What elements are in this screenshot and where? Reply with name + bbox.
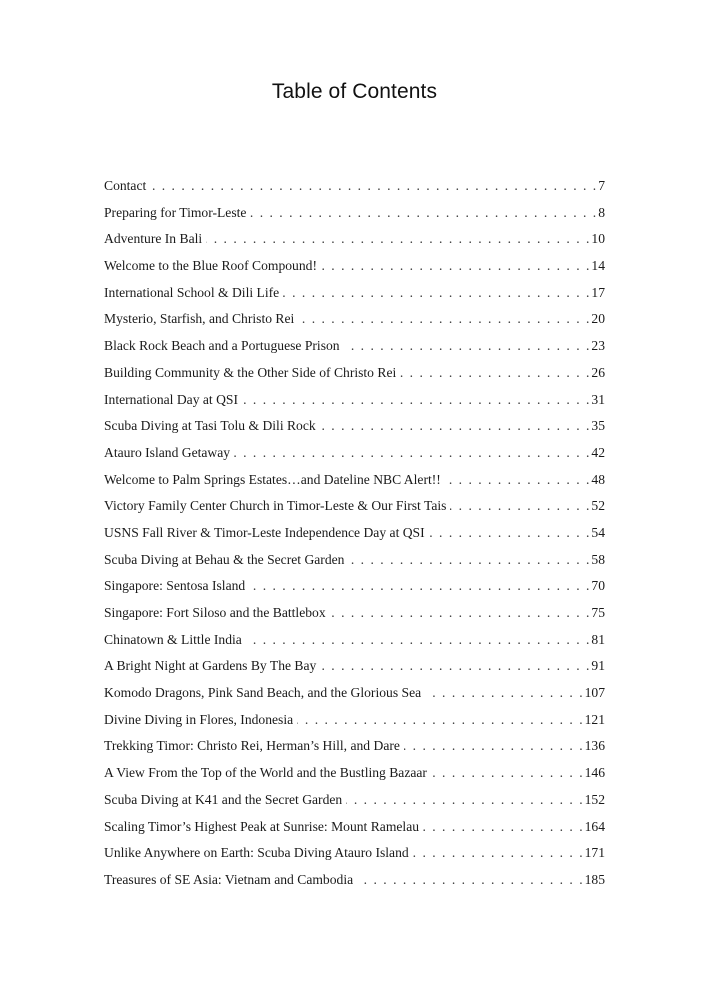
toc-entry[interactable] [104, 869, 605, 896]
toc-entry[interactable] [104, 682, 605, 709]
toc-entry[interactable] [104, 549, 605, 576]
toc-entry[interactable] [104, 575, 605, 602]
dot-leader [283, 282, 589, 304]
dot-leader [206, 228, 589, 250]
toc-entry-page-number: 107 [584, 685, 605, 701]
toc-entry-page-number: 54 [591, 524, 605, 540]
toc-entry-title: Singapore: Fort Siloso and the Battlebox [104, 605, 326, 620]
toc-entry[interactable] [104, 842, 605, 869]
dot-leader [150, 175, 596, 197]
toc-entry-page-number: 7 [598, 178, 605, 193]
toc-entry[interactable] [104, 202, 605, 229]
toc-entry-title: A View From the Top of the World and the Bustling Bazaar [104, 765, 427, 781]
toc-entry-page-number: 171 [584, 845, 605, 861]
dot-leader [344, 335, 590, 357]
toc-entry[interactable] [104, 735, 605, 762]
toc-entry-page-number: 58 [591, 551, 605, 567]
toc-entry[interactable] [104, 282, 605, 309]
toc-entry-page-number: 48 [591, 471, 605, 487]
toc-entry-page-number: 42 [591, 444, 605, 460]
dot-leader [400, 362, 589, 384]
dot-leader [413, 842, 583, 864]
toc-entry-title: Atauro Island Getaway [104, 444, 231, 460]
toc-entry[interactable] [104, 522, 605, 549]
toc-entry[interactable] [104, 709, 605, 736]
toc-entry-page-number: 136 [584, 738, 605, 754]
page-title: Table of Contents [271, 80, 438, 103]
toc-entry[interactable] [104, 469, 605, 496]
toc-entry-page-number: 146 [584, 765, 605, 781]
toc-entry[interactable] [104, 228, 605, 255]
dot-leader [249, 575, 589, 597]
toc-entry-page-number: 10 [591, 231, 605, 247]
toc-entry[interactable] [104, 389, 605, 416]
toc-entry-page-number: 14 [591, 258, 605, 274]
toc-entry-title: Contact [104, 178, 147, 193]
toc-entry-title: Victory Family Center Church in Timor-Leste & Our First Tais [104, 498, 447, 514]
toc-entry-title: Treasures of SE Asia: Vietnam and Cambodia [104, 871, 354, 887]
dot-leader [321, 255, 589, 277]
toc-entry-title: Komodo Dragons, Pink Sand Beach, and the Glorious Sea [104, 685, 422, 701]
toc-entry[interactable] [104, 415, 605, 442]
dot-leader [330, 602, 590, 624]
toc-entry[interactable] [104, 789, 605, 816]
dot-leader [450, 495, 589, 517]
dot-leader [320, 415, 590, 437]
toc-entry-page-number: 164 [584, 818, 605, 834]
toc-entry-title: Black Rock Beach and a Portuguese Prison [104, 338, 340, 354]
toc-entry[interactable] [104, 602, 605, 629]
toc-entry-title: International School & Dili Life [104, 284, 280, 300]
toc-entry[interactable] [104, 655, 605, 682]
dot-leader [425, 682, 582, 704]
toc-entry[interactable] [104, 762, 605, 789]
toc-entry-title: Unlike Anywhere on Earth: Scuba Diving Atauro Island [104, 845, 409, 861]
toc-entry-title: Scuba Diving at K41 and the Secret Garden [104, 791, 343, 807]
dot-leader [234, 442, 589, 464]
toc-entry-page-number: 20 [591, 311, 605, 327]
toc-entry-page-number: 17 [591, 284, 605, 300]
toc-entry-title: International Day at QSI [104, 391, 239, 407]
toc-list [104, 175, 605, 896]
toc-entry[interactable] [104, 335, 605, 362]
toc-entry[interactable] [104, 308, 605, 335]
toc-entry-title: Scuba Diving at Behau & the Secret Garden [104, 551, 345, 567]
dot-leader [431, 762, 583, 784]
toc-entry-page-number: 8 [598, 204, 605, 220]
toc-entry-page-number: 185 [584, 871, 605, 887]
dot-leader [348, 549, 589, 571]
toc-entry-title: USNS Fall River & Timor-Leste Independence Day at QSI [104, 524, 425, 540]
toc-entry-page-number: 81 [591, 631, 605, 647]
dot-leader [423, 816, 583, 838]
toc-entry[interactable] [104, 175, 605, 202]
toc-entry-title: Building Community & the Other Side of Christo Rei [104, 364, 397, 380]
toc-entry-title: Singapore: Sentosa Island [104, 578, 246, 594]
toc-entry-title: Welcome to Palm Springs Estates…and Dateline NBC Alert!! [104, 471, 441, 487]
toc-entry-page-number: 91 [591, 658, 605, 674]
dot-leader [404, 735, 583, 757]
dot-leader [246, 629, 590, 651]
toc-entry[interactable] [104, 495, 605, 522]
toc-entry[interactable] [104, 255, 605, 282]
toc-entry-page-number: 23 [591, 338, 605, 354]
toc-entry-page-number: 31 [591, 391, 605, 407]
dot-leader [250, 202, 596, 224]
toc-entry-title: Trekking Timor: Christo Rei, Herman’s Hill, and Dare [104, 738, 400, 754]
toc-entry-page-number: 70 [591, 578, 605, 594]
dot-leader [242, 389, 589, 411]
toc-entry[interactable] [104, 629, 605, 656]
toc-entry-title: Scuba Diving at Tasi Tolu & Dili Rock [104, 418, 316, 434]
dot-leader [445, 469, 590, 491]
toc-entry-title: Adventure In Bali [104, 231, 203, 247]
dot-leader [429, 522, 590, 544]
dot-leader [297, 709, 582, 731]
dot-leader [346, 789, 582, 811]
toc-entry-title: A Bright Night at Gardens By The Bay [104, 658, 317, 674]
toc-entry-page-number: 75 [591, 605, 605, 620]
toc-entry[interactable] [104, 442, 605, 469]
toc-entry-title: Welcome to the Blue Roof Compound! [104, 258, 317, 274]
toc-entry-title: Chinatown & Little India [104, 631, 242, 647]
toc-entry-title: Scaling Timor’s Highest Peak at Sunrise: Mount Ramelau [104, 818, 420, 834]
toc-entry-title: Divine Diving in Flores, Indonesia [104, 711, 294, 727]
toc-entry-page-number: 52 [591, 498, 605, 514]
dot-leader [320, 655, 589, 677]
dot-leader [298, 308, 589, 330]
toc-entry-title: Mysterio, Starfish, and Christo Rei [104, 311, 295, 327]
toc-entry-title: Preparing for Timor-Leste [104, 204, 247, 220]
toc-entry-page-number: 35 [591, 418, 605, 434]
toc-entry-page-number: 121 [584, 711, 605, 727]
toc-entry[interactable] [104, 816, 605, 843]
toc-entry[interactable] [104, 362, 605, 389]
dot-leader [357, 869, 582, 891]
toc-entry-page-number: 152 [584, 791, 605, 807]
toc-entry-page-number: 26 [591, 364, 605, 380]
